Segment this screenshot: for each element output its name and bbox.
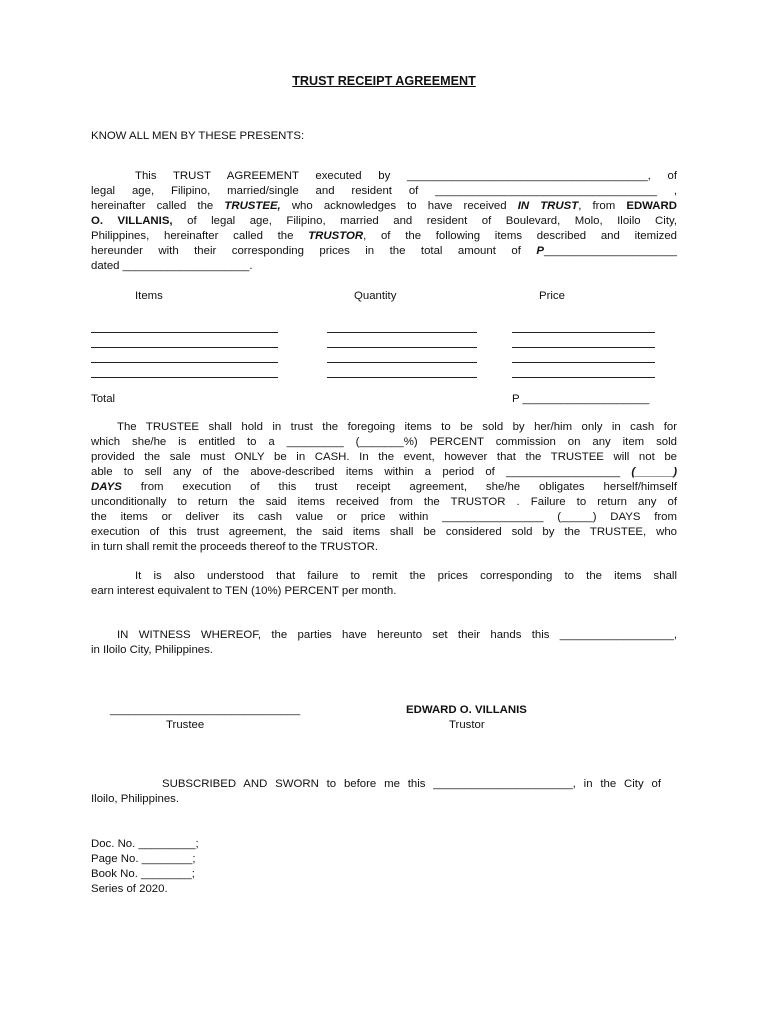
p3-line-1: It is also understood that failure to remit the prices corresponding to the items shall — [135, 570, 677, 582]
document-title: TRUST RECEIPT AGREEMENT — [292, 74, 476, 88]
price-blank[interactable] — [512, 332, 655, 333]
p1-line-3: hereinafter called the TRUSTEE, who acknowledges to have received IN TRUST, from EDWARD — [91, 200, 677, 212]
p2-line-3: provided the sale must ONLY be in CASH. In the event, however that the TRUSTEE will not be — [91, 451, 677, 463]
trustor-name: EDWARD O. VILLANIS — [406, 704, 527, 716]
book-no: Book No. ________; — [91, 868, 195, 880]
p2-line-4: able to sell any of the above-described items within a period of __________________ (______) — [91, 466, 677, 478]
doc-no: Doc. No. _________; — [91, 838, 199, 850]
item-blank[interactable] — [91, 347, 278, 348]
quantity-blank[interactable] — [327, 332, 477, 333]
p1-line-4: O. VILLANIS, of legal age, Filipino, married and resident of Boulevard, Molo, Iloilo City, — [91, 215, 677, 227]
p3-line-2: earn interest equivalent to TEN (10%) PERCENT per month. — [91, 585, 397, 597]
quantity-blank[interactable] — [327, 347, 477, 348]
p2-line-8: execution of this trust agreement, the said items shall be considered sold by the TRUSTEE, who — [91, 526, 677, 538]
p2-line-5: DAYS from execution of this trust receipt agreement, she/he obligates herself/himself — [91, 481, 677, 493]
intro-line: KNOW ALL MEN BY THESE PRESENTS: — [91, 130, 305, 142]
p4-line-2: in Iloilo City, Philippines. — [91, 644, 213, 656]
p2-line-1: The TRUSTEE shall hold in trust the foregoing items to be sold by her/him only in cash for — [117, 421, 677, 433]
total-value-field[interactable]: P ____________________ — [512, 393, 650, 405]
col-header-price: Price — [539, 290, 565, 302]
item-blank[interactable] — [91, 377, 278, 378]
trustee-label: Trustee — [166, 719, 205, 731]
p2-line-7: the items or deliver its cash value or price within ________________ (_____) DAYS from — [91, 511, 677, 523]
price-blank[interactable] — [512, 362, 655, 363]
p1-line-6: hereunder with their corresponding prices in the total amount of P_____________________ — [91, 245, 678, 257]
p1-line-5: Philippines, hereinafter called the TRUSTOR, of the following items described and itemized — [91, 230, 677, 242]
quantity-blank[interactable] — [327, 377, 477, 378]
quantity-blank[interactable] — [327, 362, 477, 363]
price-blank[interactable] — [512, 377, 655, 378]
p1-line-1: This TRUST AGREEMENT executed by ______________________________________, of — [135, 170, 678, 182]
jurat-line-1: SUBSCRIBED AND SWORN to before me this ______________________, in the City of — [162, 778, 661, 790]
col-header-items: Items — [135, 290, 163, 302]
jurat-line-2: Iloilo, Philippines. — [91, 793, 180, 805]
item-blank[interactable] — [91, 332, 278, 333]
col-header-quantity: Quantity — [354, 290, 397, 302]
item-blank[interactable] — [91, 362, 278, 363]
p4-line-1: IN WITNESS WHEREOF, the parties have hereunto set their hands this __________________, — [117, 629, 677, 641]
p1-line-2: legal age, Filipino, married/single and resident of ___________________________________ , — [91, 185, 677, 197]
p1-line-7: dated ____________________. — [91, 260, 253, 272]
p2-line-2: which she/he is entitled to a _________ (_______%) PERCENT commission on any item sold — [91, 436, 677, 448]
trustor-label: Trustor — [449, 719, 485, 731]
trustee-signature-line[interactable]: ______________________________ — [110, 704, 301, 716]
series: Series of 2020. — [91, 883, 168, 895]
total-label: Total — [91, 393, 116, 405]
p2-line-9: in turn shall remit the proceeds thereof to the TRUSTOR. — [91, 541, 379, 553]
price-blank[interactable] — [512, 347, 655, 348]
p2-line-6: unconditionally to return the said items received from the TRUSTOR . Failure to return any of — [91, 496, 677, 508]
page-no: Page No. ________; — [91, 853, 196, 865]
